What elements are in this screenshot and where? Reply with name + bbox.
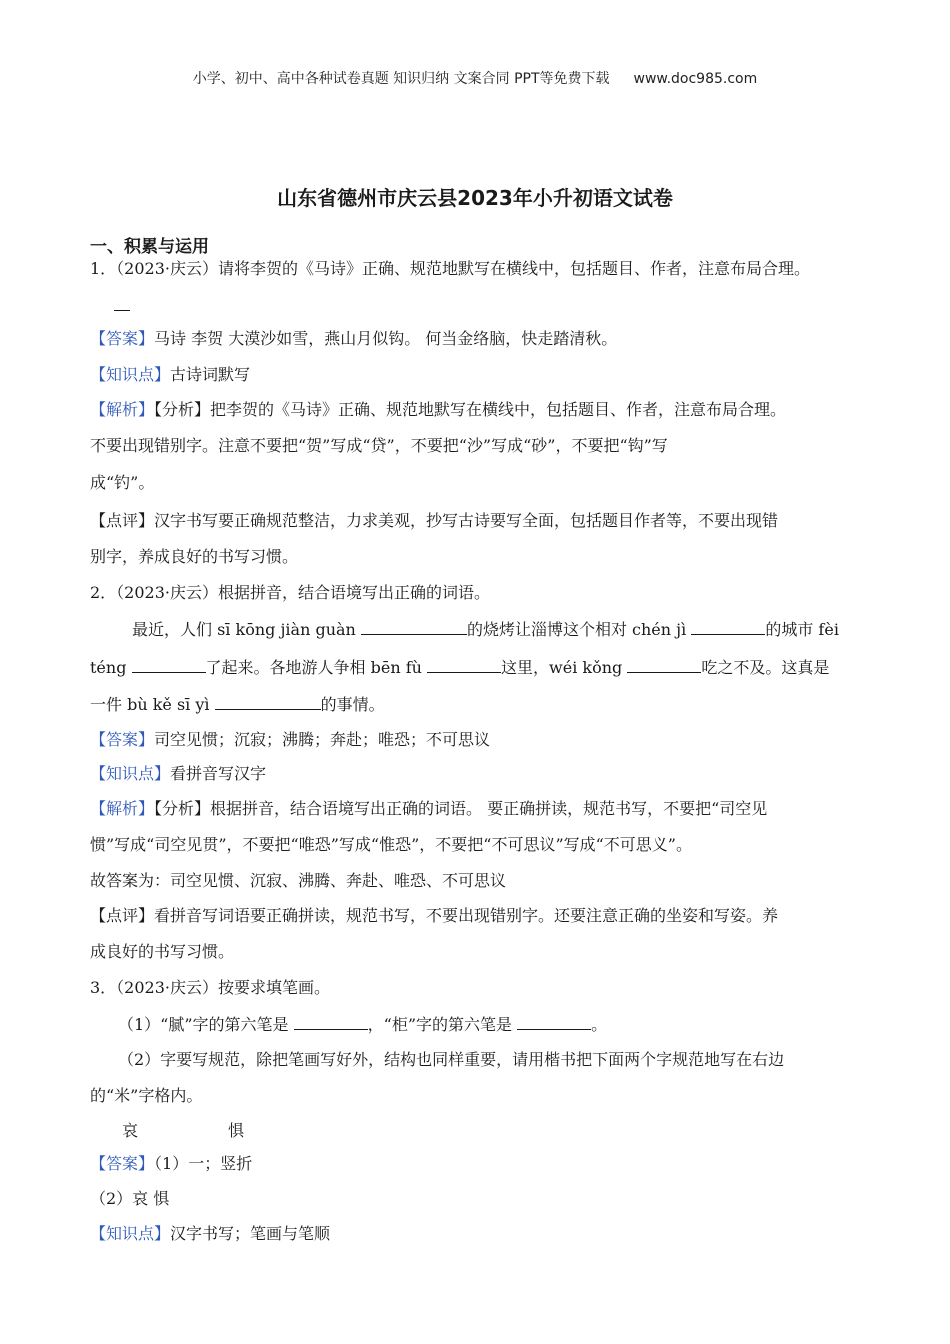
q1-analysis-line2: 不要出现错别字。注意不要把“贺”写成“贷”，不要把“沙”写成“砂”，不要把“钩”写 — [90, 436, 668, 455]
q3-part1 — [118, 1013, 607, 1036]
q2-blank-6[interactable] — [215, 693, 321, 710]
q2-comment-line2: 成良好的书写习惯。 — [90, 942, 235, 961]
q1-answer-line — [114, 310, 130, 311]
page-header — [0, 68, 950, 88]
q2-text: 最近，人们 sī kōng jiàn guàn — [132, 620, 361, 639]
q1-comment-text: 汉字书写要正确规范整洁，力求美观，抄写古诗要写全面，包括题目作者等，不要出现错 — [154, 511, 779, 530]
q2-answer-text: 司空见惯；沉寂；沸腾；奔赴；唯恐；不可思议 — [154, 730, 491, 749]
q3-part2: （2）字要写规范，除把笔画写好外，结构也同样重要，请用楷书把下面两个字规范地写在右边 — [118, 1050, 785, 1069]
q2-blank-2[interactable] — [691, 618, 765, 635]
q2-passage-line3 — [90, 693, 385, 716]
q3-char-1: 哀 — [122, 1121, 139, 1140]
q3-text: （1）“腻”字的第六笔是 — [118, 1015, 294, 1034]
knowledge-tag: 【知识点】 — [90, 365, 171, 384]
q3-text: ，“柜”字的第六笔是 — [367, 1015, 518, 1034]
header-site-link[interactable]: www.doc985.com — [633, 71, 758, 87]
analysis-tag: 【解析】 — [90, 799, 155, 818]
q2-analysis-line2: 惯”写成“司空见贯”，不要把“唯恐”写成“惟恐”，不要把“不可思议”写成“不可思义”。 — [90, 835, 692, 854]
q3-knowledge — [90, 1223, 330, 1245]
q2-text: 了起来。各地游人争相 bēn fù — [205, 658, 428, 677]
q1-comment-line2: 别字，养成良好的书写习惯。 — [90, 547, 299, 566]
q1-stem: 1．（2023·庆云）请将李贺的《马诗》正确、规范地默写在横线中，包括题目、作者，注意布局合理。 — [90, 259, 810, 278]
q3-answer-text: （1）一；竖折 — [154, 1154, 253, 1173]
answer-tag: 【答案】 — [90, 730, 155, 749]
q1-knowledge — [90, 364, 250, 386]
answer-tag: 【答案】 — [90, 329, 155, 348]
answer-tag: 【答案】 — [90, 1154, 155, 1173]
q2-text: 的城市 fèi — [765, 620, 839, 639]
q2-knowledge-text: 看拼音写汉字 — [170, 764, 267, 783]
q2-blank-1[interactable] — [361, 618, 467, 635]
q3-answer — [90, 1153, 252, 1175]
q3-text: 。 — [591, 1015, 608, 1034]
q2-text: 一件 bù kě sī yì — [90, 695, 215, 714]
q1-answer — [90, 328, 617, 350]
q2-text: 吃之不及。这真是 — [701, 658, 830, 677]
q1-knowledge-text: 古诗词默写 — [170, 365, 251, 384]
q2-analysis-line3: 故答案为：司空见惯、沉寂、沸腾、奔赴、唯恐、不可思议 — [90, 871, 507, 890]
q3-stem: 3．（2023·庆云）按要求填笔画。 — [90, 978, 330, 997]
knowledge-tag: 【知识点】 — [90, 1224, 171, 1243]
q3-char-2: 惧 — [228, 1121, 245, 1140]
q1-comment — [90, 510, 778, 532]
q3-blank-2[interactable] — [517, 1013, 591, 1030]
q2-blank-5[interactable] — [627, 656, 701, 673]
q2-text: 这里，wéi kǒng — [501, 658, 628, 677]
knowledge-tag: 【知识点】 — [90, 764, 171, 783]
q1-analysis-text: 【分析】把李贺的《马诗》正确、规范地默写在横线中，包括题目、作者，注意布局合理。 — [154, 400, 787, 419]
q2-analysis — [90, 798, 767, 820]
q1-analysis-line3: 成“钓”。 — [90, 473, 155, 492]
q1-answer-text: 马诗 李贺 大漠沙如雪，燕山月似钩。 何当金络脑，快走踏清秋。 — [154, 329, 618, 348]
section-heading: 一、积累与运用 — [90, 237, 209, 257]
q2-knowledge — [90, 763, 266, 785]
q2-text: 的烧烤让淄博这个相对 chén jì — [466, 620, 692, 639]
q2-passage-line2 — [90, 656, 829, 679]
q2-analysis-text: 【分析】根据拼音，结合语境写出正确的词语。 要正确拼读，规范书写，不要把“司空见 — [154, 799, 768, 818]
q3-answer-line2: （2）哀 惧 — [90, 1189, 170, 1208]
q2-comment — [90, 905, 778, 927]
q3-part2-line2: 的“米”字格内。 — [90, 1086, 203, 1105]
q1-analysis — [90, 399, 786, 421]
q2-blank-4[interactable] — [427, 656, 501, 673]
header-text: 小学、初中、高中各种试卷真题 知识归纳 文案合同 PPT等免费下载 — [192, 71, 610, 87]
q2-stem: 2．（2023·庆云）根据拼音，结合语境写出正确的词语。 — [90, 583, 490, 602]
q2-answer — [90, 729, 490, 751]
q2-blank-3[interactable] — [132, 656, 206, 673]
comment-tag: 【点评】 — [90, 511, 155, 530]
q2-passage-line1 — [132, 618, 839, 641]
q3-blank-1[interactable] — [294, 1013, 368, 1030]
q2-text: téng — [90, 658, 132, 677]
q2-text: 的事情。 — [320, 695, 385, 714]
q3-knowledge-text: 汉字书写；笔画与笔顺 — [170, 1224, 331, 1243]
comment-tag: 【点评】 — [90, 906, 155, 925]
analysis-tag: 【解析】 — [90, 400, 155, 419]
q2-comment-text: 看拼音写词语要正确拼读，规范书写，不要出现错别字。还要注意正确的坐姿和写姿。养 — [154, 906, 779, 925]
page-title: 山东省德州市庆云县2023年小升初语文试卷 — [277, 186, 673, 210]
